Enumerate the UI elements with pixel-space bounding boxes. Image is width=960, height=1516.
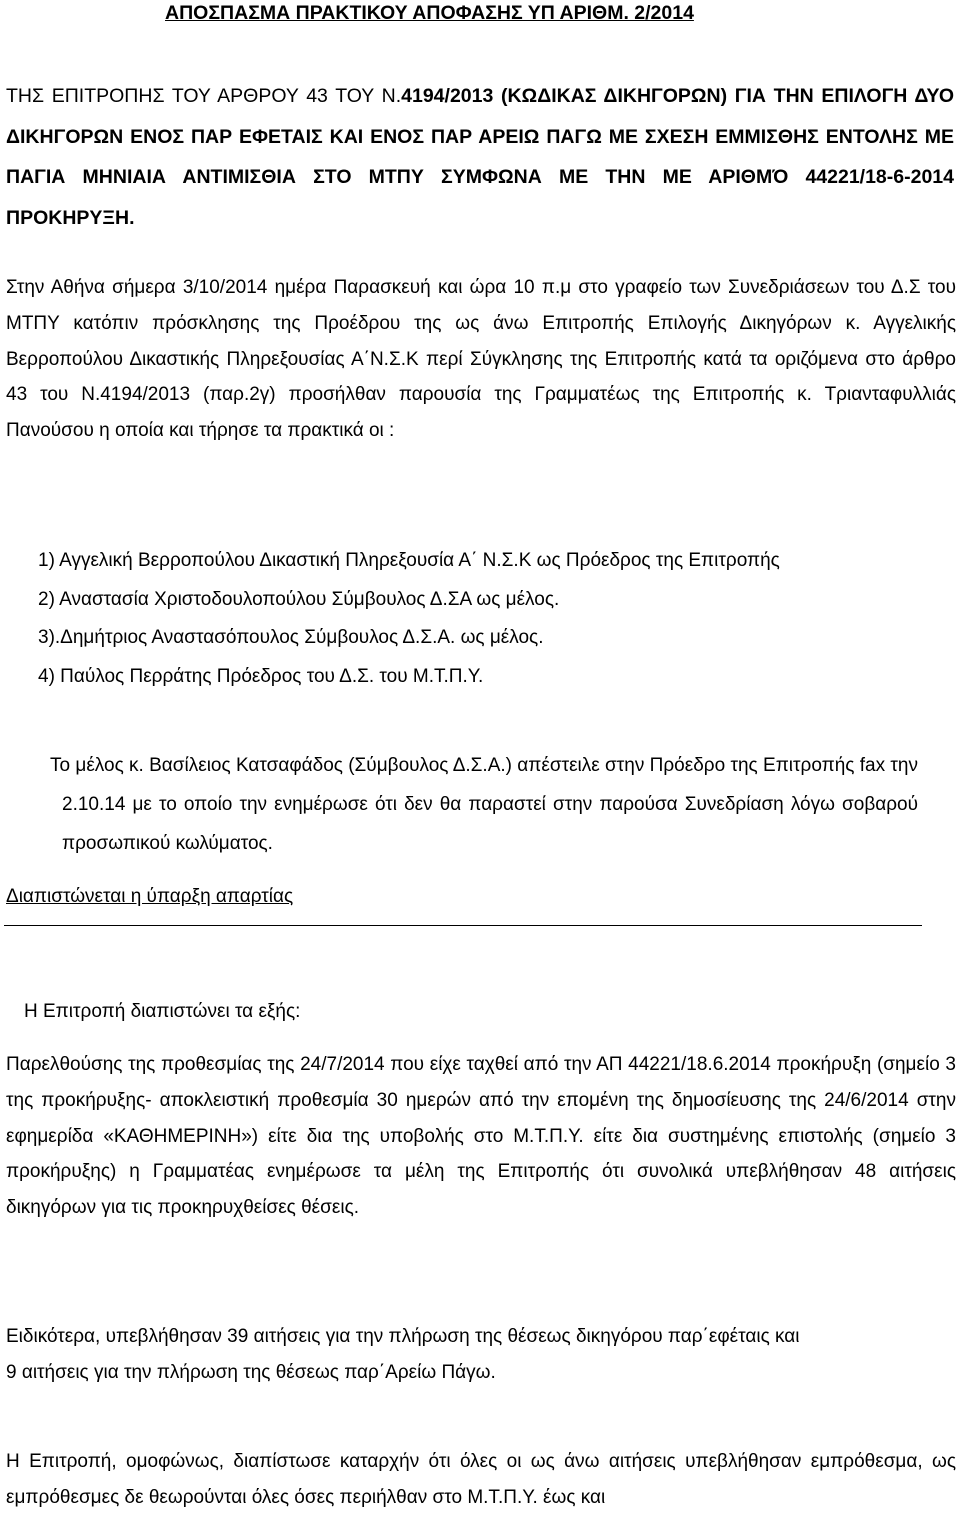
intro-paragraph: Στην Αθήνα σήμερα 3/10/2014 ημέρα Παρασκευή και ώρα 10 π.μ στο γραφείο των Συνεδριάσεων του Δ.Σ του ΜΤΠΥ κατόπιν πρόσκλησης της Προέδρου της ως άνω Επιτροπής Επιλογής Δικηγόρων κ. Αγγελικής Βερροπούλου Δικαστικής Πληρεξουσίας Α΄Ν.Σ.Κ περί Σύγκλησης της Επιτροπής κατά τα οριζόμενα στο άρθρο 43 του Ν.4194/2013 (παρ.2γ) προσήλθαν παρουσία της Γραμματέως της Επιτροπής κ. Τριανταφυλλιάς Πανούσου η οποία και τήρησε τα πρακτικά οι : — [6, 277, 956, 442]
document-title: ΑΠΟΣΠΑΣΜΑ ΠΡΑΚΤΙΚΟΥ ΑΠΟΦΑΣΗΣ ΥΠ ΑΡΙΘΜ. 2/2014 — [165, 2, 694, 24]
member-item: 2) Αναστασία Χριστοδουλοπούλου Σύμβουλος Δ.ΣΑ ως μέλος. — [38, 588, 560, 610]
specifics-line-2: 9 αιτήσεις για την πλήρωση της θέσεως παρ΄Αρείω Πάγω. — [6, 1362, 496, 1383]
document-heading — [6, 76, 954, 238]
committee-finds-heading: Η Επιτροπή διαπιστώνει τα εξής: — [24, 1001, 301, 1022]
member-item: 4) Παύλος Περράτης Πρόεδρος του Δ.Σ. του Μ.Τ.Π.Υ. — [38, 665, 484, 687]
absence-paragraph — [50, 746, 918, 863]
member-item: 1) Αγγελική Βερροπούλου Δικαστική Πληρεξουσία Α΄ Ν.Σ.Κ ως Πρόεδρος της Επιτροπής — [38, 550, 780, 571]
horizontal-rule — [4, 925, 922, 926]
specifics-line-1: Ειδικότερα, υπεβλήθησαν 39 αιτήσεις για την πλήρωση της θέσεως δικηγόρου παρ΄εφέταις και — [6, 1326, 800, 1347]
absence-rest: Επιτροπής fax την 2.10.14 με το οποίο την ενημέρωσε ότι δεν θα παραστεί στην παρούσα Συνεδρίαση λόγω σοβαρού προσωπικού κωλύματος. — [62, 755, 918, 854]
heading-prefix: ΤΗΣ ΕΠΙΤΡΟΠΗΣ ΤΟΥ ΑΡΘΡΟΥ 43 ΤΟΥ Ν. — [6, 85, 402, 107]
absence-first-line: Το μέλος κ. Βασίλειος Κατσαφάδος (Σύμβουλος Δ.Σ.Α.) απέστειλε στην Πρόεδρο της — [50, 755, 758, 776]
member-item: 3).Δημήτριος Αναστασόπουλος Σύμβουλος Δ.Σ.Α. ως μέλος. — [38, 627, 544, 648]
members-list — [38, 542, 780, 696]
unanimous-paragraph: Η Επιτροπή, ομοφώνως, διαπίστωσε καταρχήν ότι όλες οι ως άνω αιτήσεις υπεβλήθησαν εμπρόθεσμα, ως εμπρόθεσμες δε θεωρούνται όλες όσες περιήλθαν στο Μ.Τ.Π.Υ. έως και — [6, 1451, 956, 1508]
finding-paragraph: Παρελθούσης της προθεσμίας της 24/7/2014 που είχε ταχθεί από την ΑΠ 44221/18.6.2014 προκήρυξη (σημείο 3 της προκήρυξης- αποκλειστική προθεσμία 30 ημερών από την επομένη της δημοσίευσης της 24/6/2014 στην εφημερίδα «ΚΑΘΗΜΕΡΙΝΗ») είτε δια της υποβολής στο Μ.Τ.Π.Υ. είτε δια συστημένης επιστολής (σημείο 3 προκήρυξης) η Γραμματέας ενημέρωσε τα μέλη της Επιτροπής ότι συνολικά υπεβλήθησαν 48 αιτήσεις δικηγόρων για τις προκηρυχθείσες θέσεις. — [6, 1054, 956, 1219]
quorum-statement: Διαπιστώνεται η ύπαρξη απαρτίας — [6, 886, 294, 907]
heading-rest: 4194/2013 (ΚΩΔΙΚΑΣ ΔΙΚΗΓΟΡΩΝ) ΓΙΑ ΤΗΝ ΕΠΙΛΟΓΗ ΔΥΟ ΔΙΚΗΓΟΡΩΝ ΕΝΟΣ ΠΑΡ ΕΦΕΤΑΙΣ ΚΑΙ ΕΝΟΣ ΠΑΡ ΑΡΕΙΩ ΠΑΓΩ ΜΕ ΣΧΕΣΗ ΕΜΜΙΣΘΗΣ ΕΝΤΟΛΗΣ ΜΕ ΠΑΓΙΑ ΜΗΝΙΑΙΑ ΑΝΤΙΜΙΣΘΙΑ ΣΤΟ ΜΤΠΥ ΣΥΜΦΩΝΑ ΜΕ ΤΗΝ ΜΕ ΑΡΙΘΜΌ 44221/18-6-2014 ΠΡΟΚΗΡΥΞΗ. — [6, 85, 954, 229]
